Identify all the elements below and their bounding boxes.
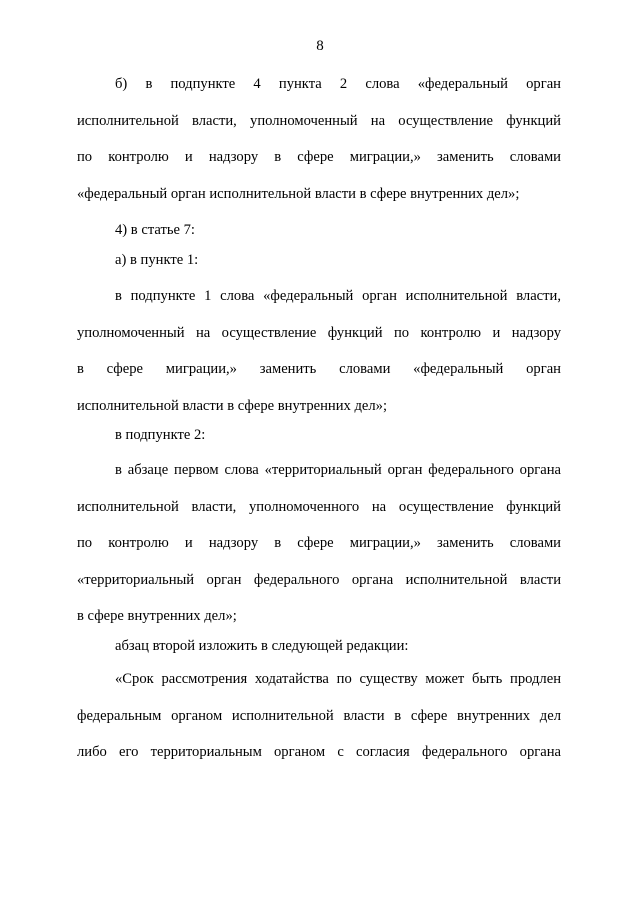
text-line: в абзаце первом слова «территориальный орган федерального органа <box>115 462 561 478</box>
text-line: «Срок рассмотрения ходатайства по существу может быть продлен <box>115 671 561 687</box>
text-line: исполнительной власти, уполномоченный на осуществление функций <box>77 112 561 129</box>
text-line: по контролю и надзору в сфере миграции,» заменить словами <box>77 149 561 165</box>
text-line: по контролю и надзору в сфере миграции,» заменить словами <box>77 535 561 551</box>
text-line: федеральным органом исполнительной власти в сфере внутренних дел <box>77 707 561 724</box>
paragraph-quote <box>77 669 561 779</box>
text-line: в сфере внутренних дел»; <box>77 608 237 624</box>
paragraph-subitem-2 <box>77 425 561 462</box>
paragraph-b-item <box>77 74 561 220</box>
text-line: б) в подпункте 4 пункта 2 слова «федеральный орган <box>115 76 561 92</box>
paragraph-item-a <box>77 250 561 287</box>
text-line: «территориальный орган федерального органа исполнительной власти <box>77 571 561 588</box>
text-line: исполнительной власти в сфере внутренних дел»; <box>77 397 388 414</box>
text-line: «федеральный орган исполнительной власти в сфере внутренних дел»; <box>77 185 520 202</box>
text-line: в подпункте 2: <box>115 427 206 443</box>
text-line: либо его территориальным органом с согласия федерального органа <box>77 744 561 760</box>
text-line: уполномоченный на осуществление функций по контролю и надзору <box>77 324 561 341</box>
page-number: 8 <box>316 38 324 54</box>
paragraph-subitem-1 <box>77 286 561 432</box>
text-line: абзац второй изложить в следующей редакции: <box>115 638 409 654</box>
text-line: в подпункте 1 слова «федеральный орган исполнительной власти, <box>115 288 561 304</box>
text-line: а) в пункте 1: <box>115 252 199 268</box>
text-line: в сфере миграции,» заменить словами «федеральный орган <box>77 361 561 377</box>
text-line: исполнительной власти, уполномоченного на осуществление функций <box>77 498 561 515</box>
paragraph-abzats-2 <box>77 636 561 673</box>
paragraph-abzats-1 <box>77 460 561 643</box>
text-line: 4) в статье 7: <box>115 222 195 238</box>
